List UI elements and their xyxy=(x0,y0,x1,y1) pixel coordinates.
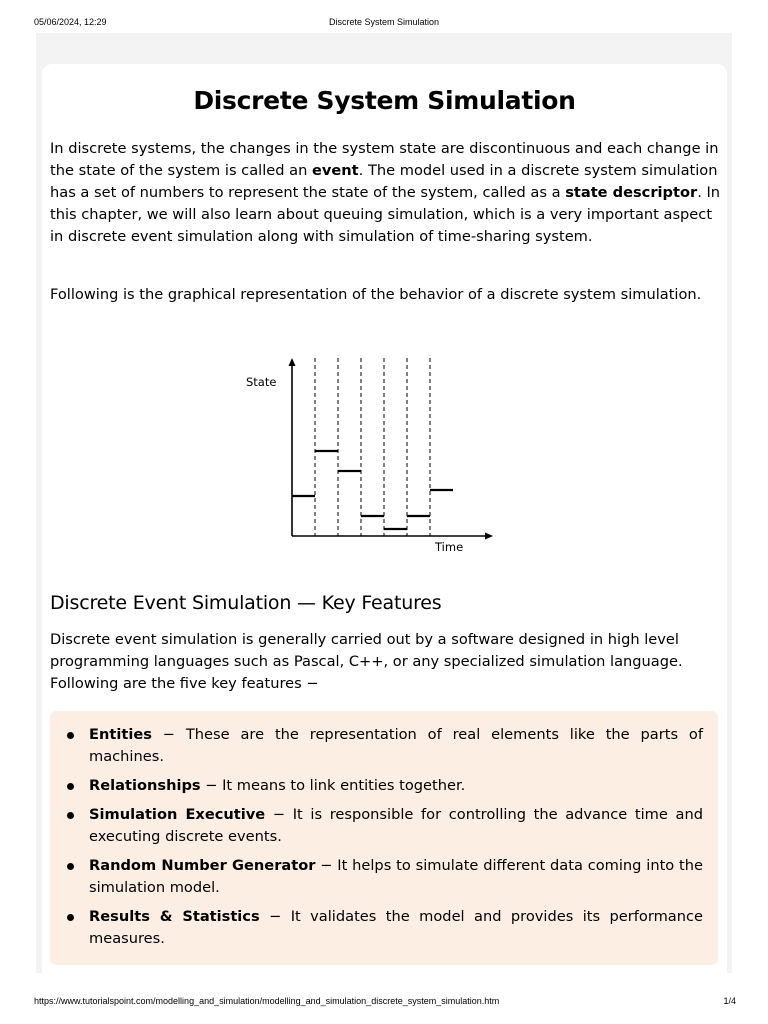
bullet-icon xyxy=(67,914,74,921)
key-features-box xyxy=(50,711,718,965)
features-list xyxy=(50,724,718,957)
feature-desc: − It means to link entities together. xyxy=(200,777,466,794)
print-header xyxy=(0,17,768,29)
feature-item-simulation-executive xyxy=(50,804,718,848)
intro-text-2: . The model used in a discrete system simulation has a set of numbers to represent the state of the system, called as a xyxy=(50,162,718,201)
feature-item-relationships xyxy=(50,775,718,797)
event-lines xyxy=(315,358,430,536)
feature-desc: − It is responsible for controlling the advance time and executing discrete events. xyxy=(89,806,703,845)
state-segments xyxy=(292,451,453,529)
feature-desc: − It validates the model and provides its performance measures. xyxy=(89,908,703,947)
print-footer xyxy=(0,996,768,1008)
feature-item-random-number-generator xyxy=(50,855,718,899)
discrete-state-diagram xyxy=(236,352,506,562)
intro-paragraph xyxy=(50,138,722,248)
bullet-icon xyxy=(67,783,74,790)
page-title: Discrete System Simulation xyxy=(193,86,576,115)
section-heading: Discrete Event Simulation — Key Features xyxy=(50,592,442,614)
bullet-icon xyxy=(67,863,74,870)
feature-desc: − These are the representation of real elements like the parts of machines. xyxy=(89,726,703,765)
x-axis-arrow-icon xyxy=(485,533,493,540)
feature-term: Simulation Executive xyxy=(89,806,266,823)
print-url: https://www.tutorialspoint.com/modelling_and_simulation/modelling_and_simulation_discrete_system_simulation.htm xyxy=(34,996,500,1006)
intro-text-3: . In this chapter, we will also learn about queuing simulation, which is a very important aspect in discrete event simulation along with simulation of time-sharing system. xyxy=(50,184,721,245)
feature-item-entities xyxy=(50,724,718,768)
feature-term: Results & Statistics xyxy=(89,908,260,925)
intro-bold-state-descriptor: state descriptor xyxy=(565,184,698,201)
feature-desc: − It helps to simulate different data coming into the simulation model. xyxy=(89,857,703,896)
print-page-number: 1/4 xyxy=(723,996,736,1006)
feature-term: Random Number Generator xyxy=(89,857,316,874)
bullet-icon xyxy=(67,812,74,819)
print-page-title: Discrete System Simulation xyxy=(328,17,440,27)
feature-term: Entities xyxy=(89,726,152,743)
y-axis-arrow-icon xyxy=(289,358,296,366)
feature-term: Relationships xyxy=(89,777,201,794)
intro-bold-event: event xyxy=(311,162,359,179)
feature-item-results-statistics xyxy=(50,906,718,950)
print-datetime: 05/06/2024, 12:29 xyxy=(34,17,107,27)
figure-intro-paragraph: Following is the graphical representation of the behavior of a discrete system simulation. xyxy=(50,286,702,303)
x-axis-label: Time xyxy=(435,540,464,554)
section-intro-paragraph: Discrete event simulation is generally carried out by a software designed in high level programming languages such as Pascal, C++, or any specialized simulation language. Following are the five key features − xyxy=(50,631,683,692)
state-time-graph xyxy=(236,352,506,562)
intro-text-1: In discrete systems, the changes in the system state are discontinuous and each change in the state of the system is called an xyxy=(50,140,719,179)
y-axis-label: State xyxy=(246,375,277,389)
bullet-icon xyxy=(67,732,74,739)
